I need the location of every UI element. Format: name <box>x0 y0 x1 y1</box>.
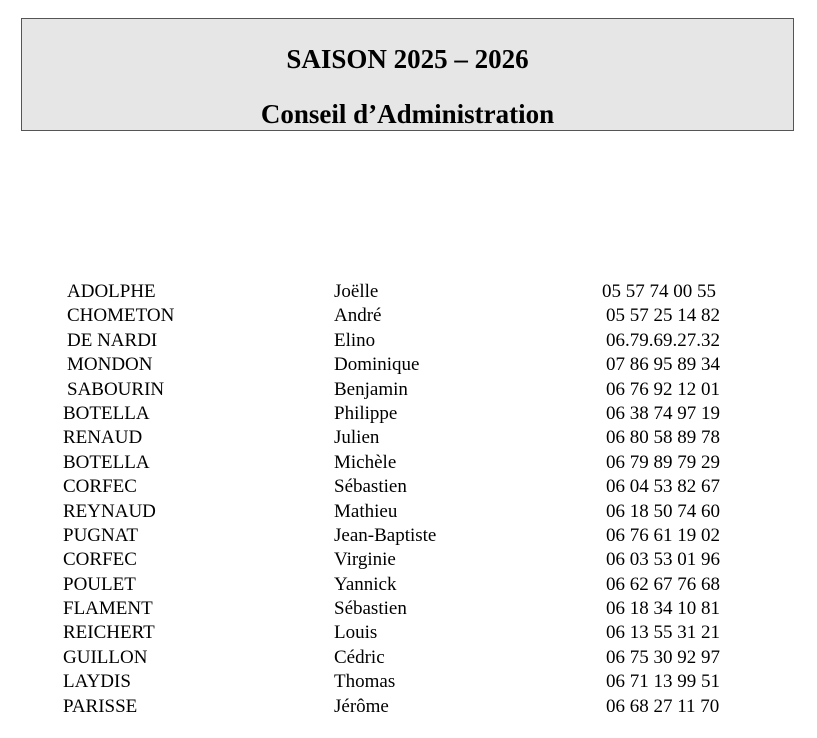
first-name: Elino <box>334 329 376 351</box>
member-row <box>0 402 817 426</box>
last-name: CORFEC <box>63 549 137 571</box>
last-name: RENAUD <box>63 427 143 449</box>
last-name: REICHERT <box>63 622 155 644</box>
member-row <box>0 329 817 353</box>
last-name: ADOLPHE <box>67 281 156 302</box>
phone-number: 06 80 58 89 78 <box>606 427 720 449</box>
first-name: Joëlle <box>334 281 379 302</box>
phone-number: 06 76 92 12 01 <box>606 378 720 400</box>
first-name: Jean-Baptiste <box>334 524 437 546</box>
phone-number: 06 79 89 79 29 <box>606 451 720 473</box>
last-name: PUGNAT <box>63 524 138 546</box>
first-name: Philippe <box>334 402 398 424</box>
member-row <box>0 597 817 621</box>
phone-number: 06 38 74 97 19 <box>606 402 720 424</box>
phone-number: 06 04 53 82 67 <box>606 476 720 498</box>
phone-number: 06 76 61 19 02 <box>606 524 720 546</box>
season-title: SAISON 2025 – 2026 <box>286 44 529 74</box>
phone-number: 06 18 50 74 60 <box>606 500 720 522</box>
member-row <box>0 304 817 328</box>
last-name: LAYDIS <box>63 671 131 693</box>
first-name: Jérôme <box>334 695 389 717</box>
member-row <box>0 695 817 719</box>
last-name: BOTELLA <box>63 451 150 473</box>
phone-number: 06 13 55 31 21 <box>606 622 720 644</box>
board-title: Conseil d’Administration <box>260 99 555 129</box>
member-row <box>0 573 817 597</box>
phone-number: 05 57 74 00 55 <box>602 281 716 302</box>
phone-number: 06 71 13 99 51 <box>606 671 720 693</box>
member-row <box>0 621 817 645</box>
member-row <box>0 670 817 694</box>
member-list <box>0 280 817 719</box>
member-row <box>0 451 817 475</box>
phone-number: 06 62 67 76 68 <box>606 573 720 595</box>
phone-number: 06.79.69.27.32 <box>606 329 720 351</box>
member-row <box>0 524 817 548</box>
member-row <box>0 280 817 304</box>
phone-number: 06 68 27 11 70 <box>606 695 720 717</box>
last-name: CORFEC <box>63 476 137 498</box>
phone-number: 05 57 25 14 82 <box>606 305 720 327</box>
member-row <box>0 378 817 402</box>
last-name: BOTELLA <box>63 402 150 424</box>
first-name: André <box>334 305 382 327</box>
phone-number: 07 86 95 89 34 <box>606 354 720 376</box>
member-row <box>0 500 817 524</box>
last-name: MONDON <box>67 354 153 376</box>
member-row <box>0 426 817 450</box>
last-name: GUILLON <box>63 646 148 668</box>
last-name: POULET <box>63 573 136 595</box>
first-name: Julien <box>334 427 380 449</box>
member-row <box>0 646 817 670</box>
last-name: DE NARDI <box>67 329 158 351</box>
last-name: PARISSE <box>63 695 138 717</box>
first-name: Sébastien <box>334 476 407 498</box>
first-name: Yannick <box>334 573 397 595</box>
header-box <box>21 18 794 131</box>
first-name: Thomas <box>334 671 396 693</box>
first-name: Louis <box>334 622 378 644</box>
last-name: SABOURIN <box>67 378 165 400</box>
member-row <box>0 475 817 499</box>
first-name: Sébastien <box>334 598 407 620</box>
first-name: Mathieu <box>334 500 398 522</box>
first-name: Michèle <box>334 451 397 473</box>
phone-number: 06 03 53 01 96 <box>606 549 720 571</box>
phone-number: 06 75 30 92 97 <box>606 646 720 668</box>
first-name: Virginie <box>334 549 396 571</box>
member-row <box>0 548 817 572</box>
first-name: Benjamin <box>334 378 408 400</box>
first-name: Cédric <box>334 646 385 668</box>
member-row <box>0 353 817 377</box>
last-name: FLAMENT <box>63 598 153 620</box>
last-name: REYNAUD <box>63 500 156 522</box>
last-name: CHOMETON <box>67 305 175 327</box>
first-name: Dominique <box>334 354 420 376</box>
phone-number: 06 18 34 10 81 <box>606 598 720 620</box>
